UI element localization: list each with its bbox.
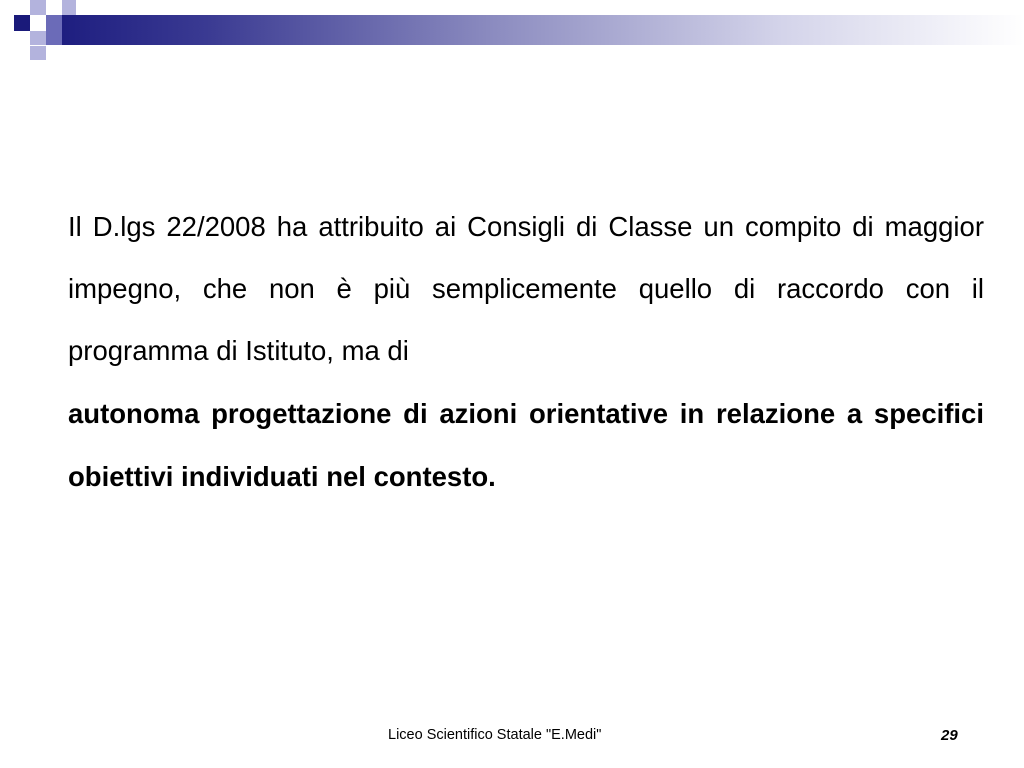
footer-school-name: Liceo Scientifico Statale "E.Medi" [388, 727, 602, 743]
decoration-square [30, 0, 46, 15]
body-paragraph-bold: autonoma progettazione di azioni orientative in relazione a specifici obiettivi individuati nel contesto. [68, 398, 984, 492]
header-gradient-bar [62, 15, 1024, 45]
decoration-square [46, 31, 62, 45]
slide-body [68, 196, 984, 508]
decoration-square [14, 15, 30, 31]
decoration-square [30, 31, 46, 45]
decoration-square [62, 0, 76, 15]
decoration-square [46, 15, 62, 31]
header-decoration [0, 0, 1024, 70]
decoration-square [30, 46, 46, 60]
body-paragraph: Il D.lgs 22/2008 ha attribuito ai Consigli di Classe un compito di maggior impegno, che non è più semplicemente quello di raccordo con il programma di Istituto, ma di [68, 211, 984, 366]
page-number: 29 [941, 727, 958, 744]
